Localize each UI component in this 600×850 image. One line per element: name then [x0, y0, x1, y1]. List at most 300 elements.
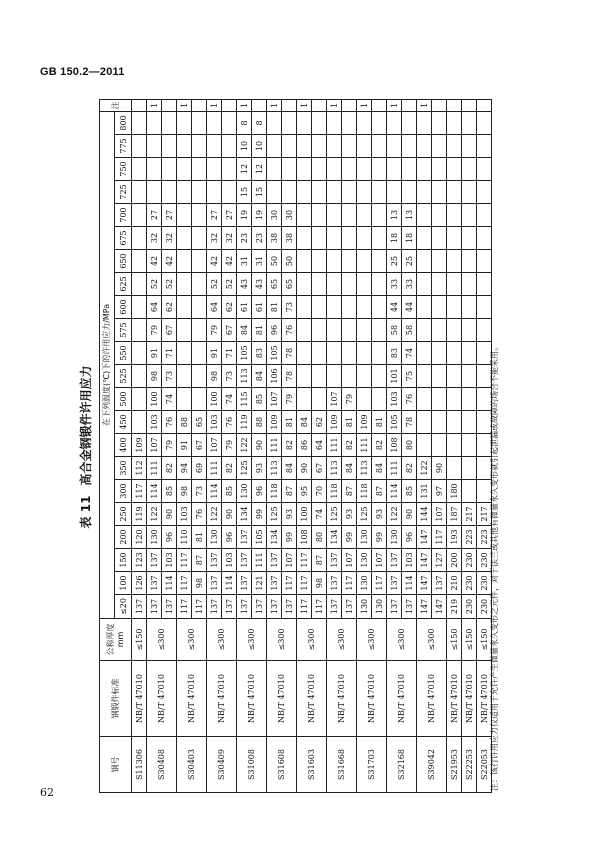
stress-value: 84: [252, 365, 267, 388]
stress-value: 120: [132, 526, 147, 549]
stress-value: 87: [372, 480, 387, 503]
stress-value: 13: [387, 204, 402, 227]
stress-value: [387, 181, 402, 204]
stress-value: 99: [372, 526, 387, 549]
stress-value: 117: [297, 595, 312, 619]
stress-value: 76: [162, 411, 177, 434]
stress-value: 67: [162, 319, 177, 342]
note-cell: [192, 99, 207, 111]
stress-value: 15: [252, 181, 267, 204]
stress-value: 117: [177, 595, 192, 619]
stress-value: 137: [342, 595, 357, 619]
thickness-cell: ≤150: [132, 619, 147, 661]
stress-value: [462, 365, 477, 388]
stress-value: 83: [252, 342, 267, 365]
stress-value: [357, 111, 372, 134]
grade-cell: S22253: [462, 737, 477, 793]
stress-value: 84: [372, 457, 387, 480]
standard-cell: NB/T 47010: [132, 661, 147, 737]
stress-value: 88: [177, 411, 192, 434]
stress-value: [312, 250, 327, 273]
stress-value: 130: [372, 595, 387, 619]
stress-value: 114: [207, 480, 222, 503]
stress-value: [357, 250, 372, 273]
grade-cell: S31608: [267, 737, 297, 793]
stress-value: 90: [402, 503, 417, 526]
stress-value: 111: [387, 457, 402, 480]
thickness-cell: ≤300: [387, 619, 417, 661]
stress-value: 27: [222, 204, 237, 227]
stress-value: [147, 181, 162, 204]
stress-value: 117: [432, 526, 447, 549]
stress-value: 98: [207, 365, 222, 388]
stress-value: [447, 342, 462, 365]
note-cell: [162, 99, 177, 111]
stress-value: [297, 111, 312, 134]
stress-value: 85: [252, 388, 267, 411]
stress-value: 67: [312, 457, 327, 480]
grade-cell: S30409: [207, 737, 237, 793]
stress-value: 42: [207, 250, 222, 273]
stress-value: 79: [147, 319, 162, 342]
stress-value: 122: [207, 503, 222, 526]
stress-value: 103: [162, 549, 177, 572]
stress-value: 82: [222, 457, 237, 480]
stress-value: [462, 296, 477, 319]
stress-value: 91: [177, 434, 192, 457]
stress-value: 137: [237, 595, 252, 619]
stress-value: [297, 388, 312, 411]
stress-value: [282, 181, 297, 204]
stress-value: 79: [282, 388, 297, 411]
stress-value: [372, 204, 387, 227]
stress-value: [282, 158, 297, 181]
note-cell: 1: [327, 99, 342, 111]
stress-value: [432, 181, 447, 204]
stress-value: 137: [207, 595, 222, 619]
stress-value: [402, 135, 417, 158]
stress-value: 96: [402, 526, 417, 549]
stress-value: 82: [372, 434, 387, 457]
stress-value: 79: [207, 319, 222, 342]
stress-value: 99: [342, 526, 357, 549]
stress-value: 79: [162, 434, 177, 457]
stress-value: [192, 181, 207, 204]
standard-cell: NB/T 47010: [177, 661, 207, 737]
note-cell: 1: [147, 99, 162, 111]
stress-value: [357, 319, 372, 342]
stress-value: 80: [312, 526, 327, 549]
stress-value: 126: [132, 572, 147, 595]
table-title: [75, 101, 97, 793]
stress-value: [432, 135, 447, 158]
standard-header: 钢锻件标准: [100, 661, 132, 737]
stress-value: [432, 342, 447, 365]
stress-value: 90: [162, 503, 177, 526]
stress-value: [387, 158, 402, 181]
stress-value: 31: [237, 250, 252, 273]
stress-value: [312, 388, 327, 411]
stress-value: 210: [447, 572, 462, 595]
stress-value: 81: [372, 411, 387, 434]
stress-value: [342, 342, 357, 365]
standard-cell: NB/T 47010: [327, 661, 357, 737]
stress-value: 38: [282, 227, 297, 250]
stress-value: 96: [252, 480, 267, 503]
stress-value: 91: [207, 342, 222, 365]
stress-value: 111: [207, 457, 222, 480]
stress-value: 119: [132, 503, 147, 526]
stress-value: 85: [402, 480, 417, 503]
stress-value: 81: [282, 411, 297, 434]
stress-value: 43: [252, 273, 267, 296]
note-cell: 1: [237, 99, 252, 111]
stress-value: 90: [222, 503, 237, 526]
stress-value: 101: [387, 365, 402, 388]
thickness-cell: ≤300: [267, 619, 297, 661]
stress-value: 130: [357, 572, 372, 595]
stress-value: 73: [192, 480, 207, 503]
stress-value: 137: [237, 549, 252, 572]
stress-value: [132, 204, 147, 227]
stress-value: 82: [162, 457, 177, 480]
stress-value: [462, 250, 477, 273]
stress-value: 137: [282, 595, 297, 619]
thickness-cell: ≤300: [357, 619, 387, 661]
stress-value: 42: [162, 250, 177, 273]
temp-header: 450: [115, 411, 132, 434]
stress-value: 13: [402, 204, 417, 227]
stress-value: 105: [252, 526, 267, 549]
stress-value: [282, 111, 297, 134]
stress-value: [372, 135, 387, 158]
stress-value: [447, 135, 462, 158]
stress-value: [297, 135, 312, 158]
stress-value: [417, 319, 432, 342]
stress-value: [207, 111, 222, 134]
stress-value: 52: [207, 273, 222, 296]
stress-value: [297, 296, 312, 319]
stress-value: 78: [402, 411, 417, 434]
stress-value: 93: [282, 503, 297, 526]
standard-cell: NB/T 47010: [447, 661, 462, 737]
stress-value: 103: [387, 388, 402, 411]
stress-value: 107: [282, 549, 297, 572]
stress-value: 87: [312, 549, 327, 572]
grade-cell: S21953: [447, 737, 462, 793]
stress-value: [327, 342, 342, 365]
stress-value: [192, 204, 207, 227]
stress-value: 114: [147, 480, 162, 503]
table-number: 表 11: [79, 495, 93, 529]
stress-value: 79: [222, 434, 237, 457]
stress-value: [192, 135, 207, 158]
stress-value: 115: [237, 388, 252, 411]
stress-value: [342, 296, 357, 319]
stress-value: [462, 135, 477, 158]
stress-value: 90: [432, 457, 447, 480]
note-cell: 1: [267, 99, 282, 111]
stress-value: 93: [342, 503, 357, 526]
stress-value: 103: [207, 411, 222, 434]
stress-value: 81: [342, 411, 357, 434]
stress-value: [207, 158, 222, 181]
stress-value: 107: [267, 388, 282, 411]
table-row: [387, 99, 402, 792]
stress-value: 134: [327, 526, 342, 549]
stress-value: 137: [327, 549, 342, 572]
stress-value: 33: [402, 273, 417, 296]
stress-value: 117: [282, 572, 297, 595]
stress-value: 137: [147, 595, 162, 619]
rotated-table-block: [75, 101, 530, 793]
stress-value: 85: [222, 480, 237, 503]
stress-value: 107: [327, 388, 342, 411]
stress-value: [462, 204, 477, 227]
stress-value: 84: [282, 457, 297, 480]
stress-value: 84: [342, 457, 357, 480]
stress-value: 44: [402, 296, 417, 319]
stress-value: [432, 111, 447, 134]
thickness-cell: ≤300: [417, 619, 447, 661]
stress-value: 223: [462, 526, 477, 549]
stress-value: [327, 250, 342, 273]
stress-value: [417, 273, 432, 296]
stress-value: [417, 365, 432, 388]
temp-header: 725: [115, 181, 132, 204]
stress-value: [342, 181, 357, 204]
stress-value: 113: [267, 457, 282, 480]
stress-value: 137: [387, 595, 402, 619]
stress-value: 64: [147, 296, 162, 319]
stress-value: 217: [477, 503, 492, 526]
grade-cell: S30408: [147, 737, 177, 793]
stress-value: 119: [237, 411, 252, 434]
stress-value: 31: [252, 250, 267, 273]
grade-cell: S31603: [297, 737, 327, 793]
stress-value: 137: [402, 595, 417, 619]
stress-value: [447, 457, 462, 480]
temp-header: 675: [115, 227, 132, 250]
stress-value: [192, 250, 207, 273]
stress-value: 96: [222, 526, 237, 549]
stress-value: 113: [357, 457, 372, 480]
stress-value: 52: [162, 273, 177, 296]
stress-value: [372, 273, 387, 296]
stress-value: 18: [402, 227, 417, 250]
stress-value: 96: [162, 526, 177, 549]
stress-value: [462, 181, 477, 204]
stress-value: 117: [372, 572, 387, 595]
stress-value: [357, 296, 372, 319]
stress-value: [312, 135, 327, 158]
stress-value: 12: [252, 158, 267, 181]
stress-value: [372, 158, 387, 181]
stress-value: 111: [252, 549, 267, 572]
stress-value: 117: [297, 572, 312, 595]
stress-value: 78: [282, 342, 297, 365]
thickness-header: 公称厚度 mm: [100, 619, 132, 661]
stress-value: [417, 411, 432, 434]
grade-header: 钢号: [100, 737, 132, 793]
stress-value: [327, 158, 342, 181]
stress-value: 130: [237, 480, 252, 503]
stress-value: 125: [327, 503, 342, 526]
stress-value: [177, 342, 192, 365]
stress-value: 74: [312, 503, 327, 526]
stress-value: 76: [402, 388, 417, 411]
stress-value: 23: [252, 227, 267, 250]
stress-value: 82: [282, 434, 297, 457]
stress-value: 130: [357, 549, 372, 572]
temp-header: 300: [115, 480, 132, 503]
stress-value: 187: [447, 503, 462, 526]
stress-value: [432, 273, 447, 296]
stress-value: 114: [387, 480, 402, 503]
stress-value: 114: [162, 572, 177, 595]
stress-value: [177, 204, 192, 227]
grade-cell: S31008: [237, 737, 267, 793]
stress-value: [432, 411, 447, 434]
stress-value: [447, 181, 462, 204]
grade-cell: S31668: [327, 737, 357, 793]
stress-value: 109: [132, 434, 147, 457]
standard-cell: NB/T 47010: [267, 661, 297, 737]
stress-value: 76: [282, 319, 297, 342]
stress-value: [417, 388, 432, 411]
stress-value: [132, 250, 147, 273]
stress-value: [297, 227, 312, 250]
stress-value: [327, 227, 342, 250]
stress-value: 91: [147, 342, 162, 365]
table-row: [357, 99, 372, 792]
stress-value: 180: [447, 480, 462, 503]
stress-value: [297, 342, 312, 365]
stress-value: [342, 319, 357, 342]
stress-value: [267, 158, 282, 181]
stress-value: 147: [417, 595, 432, 619]
stress-value: [462, 227, 477, 250]
stress-value: [447, 111, 462, 134]
stress-value: [132, 342, 147, 365]
stress-value: 105: [267, 342, 282, 365]
stress-value: 99: [282, 526, 297, 549]
stress-value: [477, 227, 492, 250]
stress-value: 27: [207, 204, 222, 227]
stress-value: [432, 250, 447, 273]
note-header: 注: [100, 99, 132, 111]
stress-value: 122: [237, 434, 252, 457]
stress-value: 125: [357, 503, 372, 526]
standard-cell: NB/T 47010: [237, 661, 267, 737]
thickness-cell: ≤300: [297, 619, 327, 661]
stress-value: 82: [342, 434, 357, 457]
stress-value: [147, 158, 162, 181]
stress-value: 137: [267, 572, 282, 595]
stress-value: [447, 158, 462, 181]
stress-value: 230: [477, 572, 492, 595]
stress-value: [402, 111, 417, 134]
stress-value: [147, 111, 162, 134]
stress-value: 79: [342, 388, 357, 411]
stress-value: [372, 181, 387, 204]
stress-value: 74: [402, 342, 417, 365]
stress-value: [177, 250, 192, 273]
stress-value: 84: [297, 411, 312, 434]
stress-value: 81: [252, 319, 267, 342]
stress-value: [462, 480, 477, 503]
stress-value: [177, 319, 192, 342]
stress-value: [192, 296, 207, 319]
stress-value: 109: [327, 411, 342, 434]
stress-value: [312, 111, 327, 134]
stress-value: 78: [282, 365, 297, 388]
stress-value: [462, 111, 477, 134]
stress-value: [357, 388, 372, 411]
thickness-cell: ≤300: [327, 619, 357, 661]
stress-value: [417, 296, 432, 319]
stress-value: [477, 204, 492, 227]
stress-value: 107: [372, 549, 387, 572]
note-cell: [342, 99, 357, 111]
stress-value: [342, 273, 357, 296]
stress-value: [357, 273, 372, 296]
stress-value: 130: [207, 526, 222, 549]
stress-value: [327, 111, 342, 134]
stress-value: 74: [162, 388, 177, 411]
stress-value: [222, 135, 237, 158]
stress-value: 75: [402, 365, 417, 388]
stress-value: [132, 158, 147, 181]
stress-value: [162, 181, 177, 204]
stress-value: 94: [177, 457, 192, 480]
temp-header: 550: [115, 342, 132, 365]
stress-value: [162, 111, 177, 134]
note-cell: [282, 99, 297, 111]
stress-value: 105: [237, 342, 252, 365]
note-cell: 1: [177, 99, 192, 111]
stress-value: [402, 158, 417, 181]
stress-value: [132, 273, 147, 296]
stress-value: 18: [387, 227, 402, 250]
table-row: [327, 99, 342, 792]
stress-value: 107: [432, 503, 447, 526]
stress-value: 32: [222, 227, 237, 250]
standard-cell: NB/T 47010: [387, 661, 417, 737]
temp-header: 500: [115, 388, 132, 411]
stress-value: 108: [297, 526, 312, 549]
stress-value: 131: [417, 480, 432, 503]
stress-value: [462, 319, 477, 342]
stress-value: 42: [222, 250, 237, 273]
stress-value: 27: [162, 204, 177, 227]
stress-value: [417, 250, 432, 273]
table-row: [297, 99, 312, 792]
stress-value: 65: [282, 273, 297, 296]
stress-value: 58: [402, 319, 417, 342]
stress-value: [132, 181, 147, 204]
stress-value: 10: [237, 135, 252, 158]
stress-value: [132, 388, 147, 411]
stress-value: 71: [162, 342, 177, 365]
stress-value: [432, 434, 447, 457]
stress-value: 81: [267, 296, 282, 319]
stress-value: 64: [207, 296, 222, 319]
stress-value: 137: [252, 595, 267, 619]
table-row: [447, 99, 462, 792]
note-cell: [132, 99, 147, 111]
stress-value: 137: [267, 595, 282, 619]
